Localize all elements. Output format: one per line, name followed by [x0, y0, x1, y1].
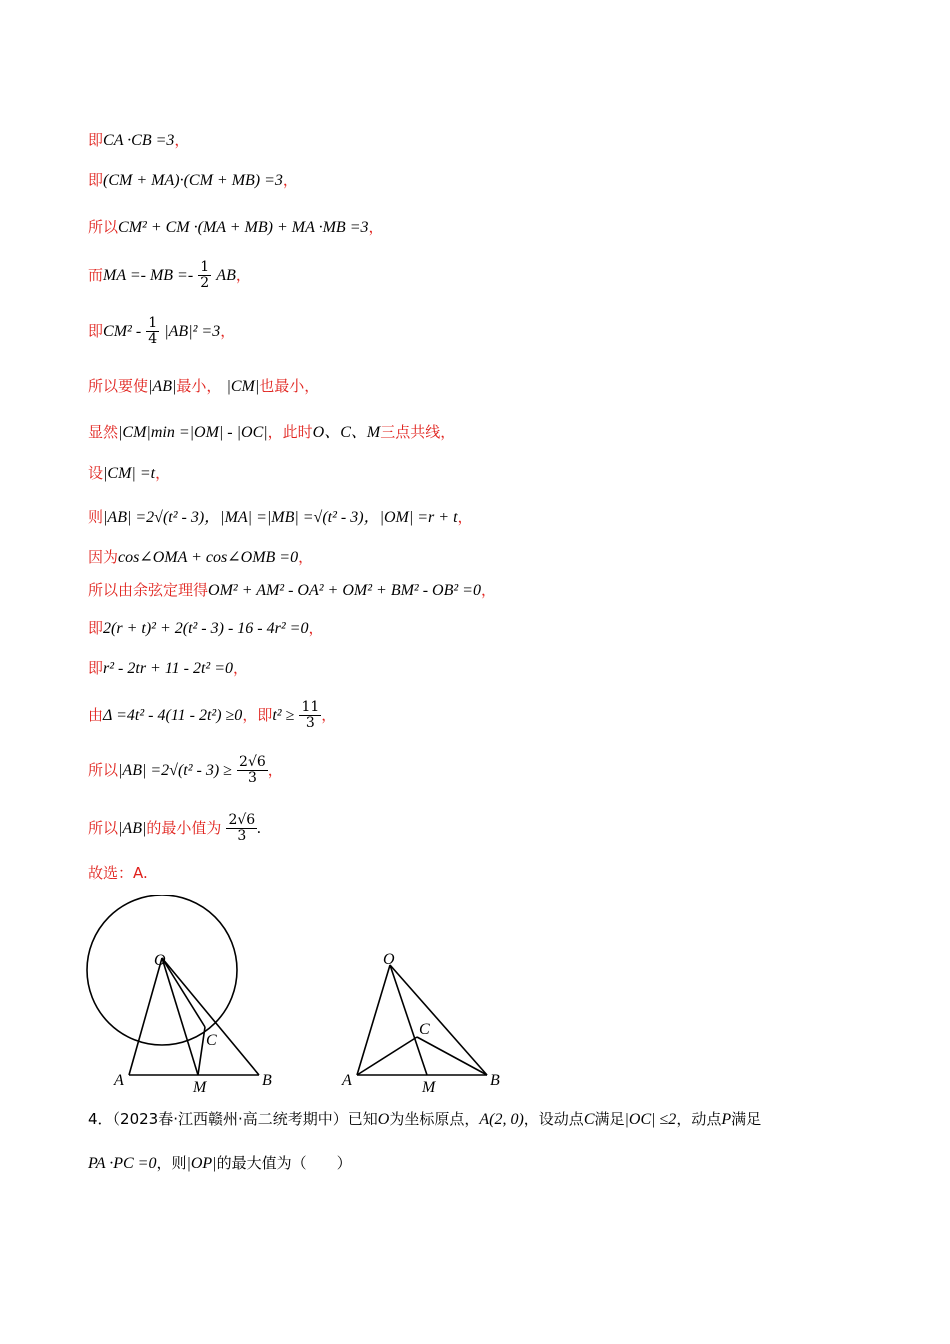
label-b: B: [262, 1072, 272, 1089]
segment-om: [390, 965, 427, 1075]
solution-line-13: 即r² - 2tr + 11 - 2t² =0，: [88, 659, 249, 677]
label-m: M: [193, 1079, 207, 1095]
solution-line-11: 所以由余弦定理得OM² + AM² - OA² + OM² + BM² - OB² =0，: [88, 581, 496, 599]
figure-circle-triangle: [80, 895, 300, 1095]
fraction: $\frac{11}{3}$: [301, 699, 320, 731]
segment-cb: [417, 1037, 487, 1075]
solution-line-4: 而MA =- MB =- $\frac{1}{2}$ AB，: [88, 259, 251, 291]
label-c: C: [419, 1021, 430, 1038]
solution-line-7: 显然|CM|min =|OM| - |OC|，此时O、C、M三点共线，: [88, 423, 456, 441]
solution-line-6: 所以要使|AB|最小， |CM|也最小，: [88, 377, 320, 395]
solution-line-14: 由Δ =4t² - 4(11 - 2t²) ≥0，即t² ≥ $\frac{11}{3}$ ，: [88, 699, 337, 731]
label-o: O: [383, 951, 395, 968]
segment-ob: [162, 958, 259, 1075]
segment-om: [162, 958, 198, 1075]
label-a: A: [342, 1072, 352, 1089]
fraction: $\frac{2√6}{3}$: [228, 812, 256, 844]
answer-line: 故选：A.: [88, 864, 148, 882]
solution-line-10: 因为cos∠OMA + cos∠OMB =0，: [88, 548, 314, 566]
question-4-line-2: PA ·PC =0，则|OP|的最大值为（ ）: [88, 1154, 352, 1172]
question-4-line-1: 4．（2023春·江西赣州·高二统考期中）已知O为坐标原点，A(2, 0)，设动点C满足|OC| ≤2，动点P满足: [88, 1110, 762, 1128]
solution-line-16: 所以|AB|的最小值为 $\frac{2√6}{3}$ .: [88, 812, 262, 844]
solution-line-3: 所以CM² + CM ·(MA + MB) + MA ·MB =3，: [88, 218, 384, 236]
solution-line-5: 即CM² - $\frac{1}{4}$ |AB|² =3，: [88, 315, 236, 347]
segment-oc: [162, 958, 205, 1027]
segment-oa: [357, 965, 390, 1075]
segment-ob: [390, 965, 487, 1075]
solution-line-2: 即(CM + MA)·(CM + MB) =3，: [88, 171, 298, 189]
label-o: O: [154, 952, 166, 969]
solution-line-8: 设|CM| =t，: [88, 464, 171, 482]
segment-oa: [129, 958, 162, 1075]
solution-line-1: 即CA ·CB =3，: [88, 131, 190, 149]
label-m: M: [422, 1079, 436, 1095]
solution-line-9: 则|AB| =2√(t² - 3)，|MA| =|MB| =√(t² - 3)，|OM| =r + t，: [88, 508, 473, 526]
label-c: C: [206, 1032, 217, 1049]
fraction: $\frac{1}{2}$: [200, 259, 210, 291]
fraction: $\frac{2√6}{3}$: [239, 754, 266, 786]
solution-line-15: 所以|AB| =2√(t² - 3) ≥ $\frac{2√6}{3}$ ，: [88, 754, 283, 786]
solution-line-12: 即2(r + t)² + 2(t² - 3) - 16 - 4r² =0，: [88, 619, 324, 637]
label-b: B: [490, 1072, 500, 1089]
figure-triangle: [330, 940, 520, 1095]
fraction: $\frac{1}{4}$: [148, 315, 158, 347]
label-a: A: [114, 1072, 124, 1089]
